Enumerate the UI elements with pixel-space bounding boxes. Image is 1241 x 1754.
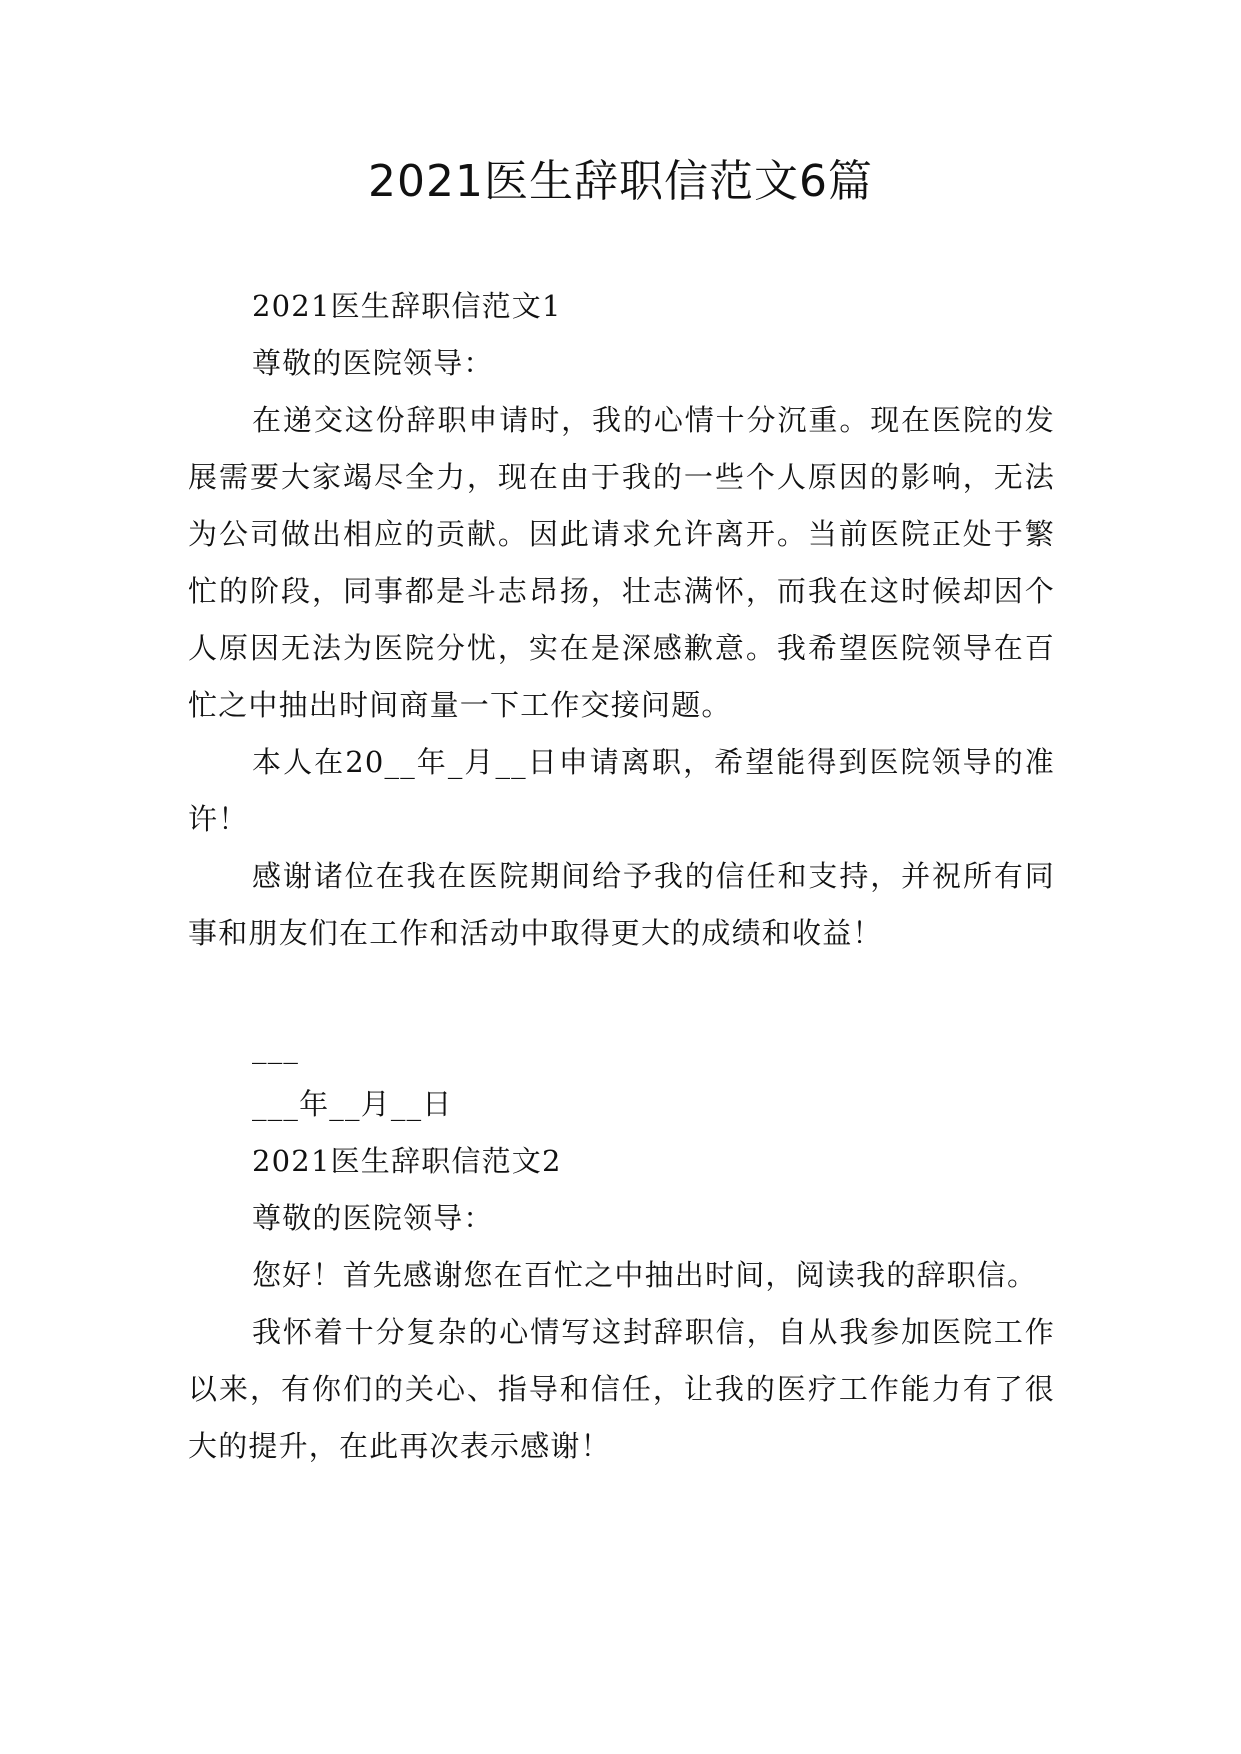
paragraph: 本人在20__年_月__日申请离职，希望能得到医院领导的准许！ xyxy=(188,745,1055,836)
section-heading-2: 2021医生辞职信范文2 xyxy=(252,1144,562,1178)
document-body xyxy=(188,278,1055,1475)
salutation: 尊敬的医院领导： xyxy=(252,1201,494,1235)
section-heading-1: 2021医生辞职信范文1 xyxy=(252,289,562,323)
salutation: 尊敬的医院领导： xyxy=(252,346,494,380)
date-line: ___年__月__日 xyxy=(252,1087,453,1121)
paragraph: 我怀着十分复杂的心情写这封辞职信，自从我参加医院工作以来，有你们的关心、指导和信任，让我的医疗工作能力有了很大的提升，在此再次表示感谢！ xyxy=(188,1315,1055,1463)
paragraph: 您好！首先感谢您在百忙之中抽出时间，阅读我的辞职信。 xyxy=(252,1258,1038,1292)
paragraph: 在递交这份辞职申请时，我的心情十分沉重。现在医院的发展需要大家竭尽全力，现在由于我的一些个人原因的影响，无法为公司做出相应的贡献。因此请求允许离开。当前医院正处于繁忙的阶段，同事都是斗志昂扬，壮志满怀，而我在这时候却因个人原因无法为医院分忧，实在是深感歉意。我希望医院领导在百忙之中抽出时间商量一下工作交接问题。 xyxy=(188,403,1055,722)
document-title: 2021医生辞职信范文6篇 xyxy=(368,156,873,207)
signature-line: ___ xyxy=(252,1030,300,1064)
paragraph: 感谢诸位在我在医院期间给予我的信任和支持，并祝所有同事和朋友们在工作和活动中取得更大的成绩和收益！ xyxy=(188,859,1055,950)
